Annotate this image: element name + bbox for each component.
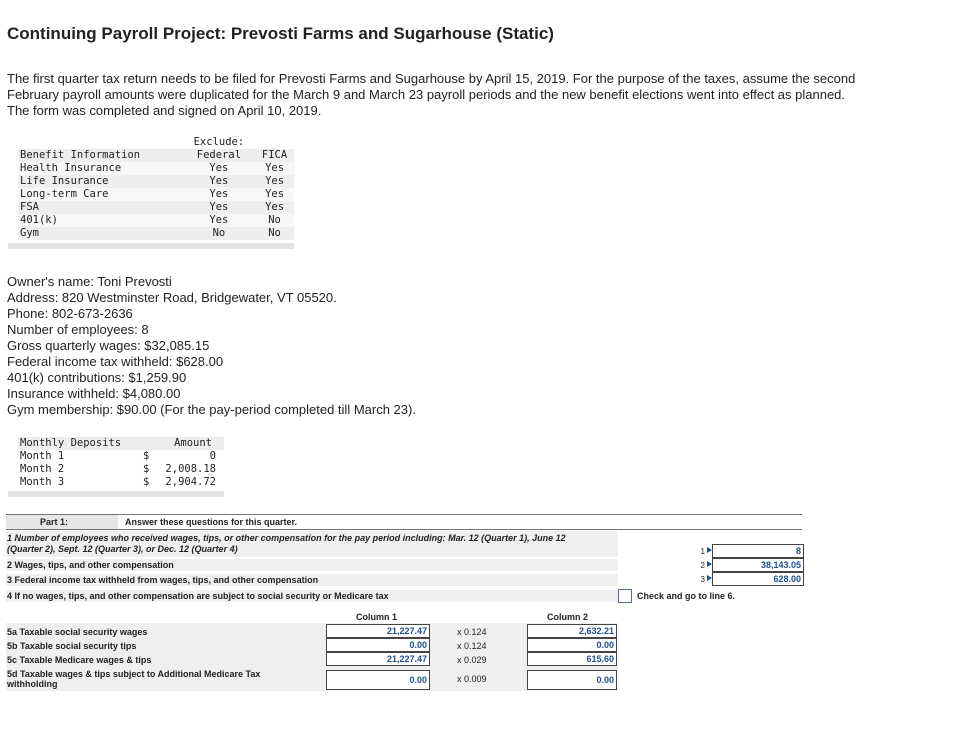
owner-phone: Phone: 802-673-2636	[7, 306, 133, 321]
line5c-rate: x 0.029	[457, 655, 487, 665]
table-row	[18, 450, 224, 463]
line3-label: 3 Federal income tax withheld from wages, tips, and other compensation	[7, 575, 319, 585]
federal-value: Yes	[183, 162, 255, 175]
fica-col-header: FICA	[255, 149, 294, 162]
benefit-name: Gym	[18, 227, 183, 240]
employee-count: Number of employees: 8	[7, 322, 149, 337]
deposit-amount: 2,008.18	[165, 463, 216, 475]
line5b-label: 5b Taxable social security tips	[7, 641, 137, 651]
amount-col-header: Amount	[141, 437, 224, 450]
line-number: 1	[700, 547, 705, 556]
table-scroll-bar	[8, 491, 224, 497]
benefit-table	[18, 136, 294, 240]
federal-value: Yes	[183, 201, 255, 214]
table-row	[18, 162, 294, 175]
federal-value: Yes	[183, 175, 255, 188]
line4-checkbox-label: Check and go to line 6.	[637, 591, 736, 601]
fica-value: Yes	[255, 201, 294, 214]
line4-label: 4 If no wages, tips, and other compensation are subject to social security or Medicare tax	[7, 591, 389, 601]
line3-row	[6, 574, 618, 586]
gross-wages: Gross quarterly wages: $32,085.15	[7, 338, 210, 353]
page-title: Continuing Payroll Project: Prevosti Farms and Sugarhouse (Static)	[7, 24, 554, 43]
deposit-month: Month 1	[20, 450, 65, 462]
line5c-column1-input[interactable]: 21,227.47	[326, 652, 430, 666]
line1-label-a: 1 Number of employees who received wages, tips, or other compensation for the pay period including: Mar. 12 (Quarter 1), June 12	[7, 533, 566, 543]
line5a-label: 5a Taxable social security wages	[7, 627, 148, 637]
line5c-label: 5c Taxable Medicare wages & tips	[7, 655, 152, 665]
intro-paragraph: The first quarter tax return needs to be filed for Prevosti Farms and Sugarhouse by April 15, 2019. For the purpose of the taxes, assume the second February payroll amounts were duplicated for the March 9 and March 23 payroll periods and the new benefit elections went into effect as planned. The form was completed and signed on April 10, 2019.	[7, 71, 856, 118]
line1-input[interactable]: 8	[712, 544, 804, 558]
insurance-withheld: Insurance withheld: $4,080.00	[7, 386, 181, 401]
fica-value: Yes	[255, 188, 294, 201]
line5a-rate: x 0.124	[457, 627, 487, 637]
line-number: 3	[700, 575, 705, 584]
part1-instruction: Answer these questions for this quarter.	[125, 517, 298, 527]
table-row	[18, 463, 224, 476]
gym-membership: Gym membership: $90.00 (For the pay-period completed till March 23).	[7, 402, 416, 417]
table-scroll-bar	[8, 243, 294, 249]
deposit-currency: $	[143, 450, 150, 462]
deposits-col-header: Monthly Deposits	[18, 437, 141, 450]
line5a-column1-input[interactable]: 21,227.47	[326, 624, 430, 638]
table-row	[18, 188, 294, 201]
federal-value: No	[183, 227, 255, 240]
line5b-rate: x 0.124	[457, 641, 487, 651]
table-row	[18, 175, 294, 188]
line5d-column2-input[interactable]: 0.00	[527, 670, 617, 690]
benefit-name: 401(k)	[18, 214, 183, 227]
line4-checkbox[interactable]	[618, 589, 632, 603]
deposit-month: Month 2	[20, 463, 65, 475]
owner-address: Address: 820 Westminster Road, Bridgewater, VT 05520.	[7, 290, 337, 305]
benefit-name: Life Insurance	[18, 175, 183, 188]
table-row	[18, 476, 224, 489]
line-number: 2	[700, 561, 705, 570]
k401-contributions: 401(k) contributions: $1,259.90	[7, 370, 187, 385]
table-row	[18, 227, 294, 240]
table-row	[18, 201, 294, 214]
line3-input[interactable]: 628.00	[712, 572, 804, 586]
benefit-name: FSA	[18, 201, 183, 214]
line5d-label: 5d Taxable wages & tips subject to Additional Medicare Tax withholding	[7, 669, 261, 689]
deposit-currency: $	[143, 476, 150, 488]
column1-header: Column 1	[356, 612, 398, 622]
federal-tax-withheld: Federal income tax withheld: $628.00	[7, 354, 224, 369]
benefit-name: Long-term Care	[18, 188, 183, 201]
fica-value: No	[255, 214, 294, 227]
owner-name: Owner's name: Toni Prevosti	[7, 274, 172, 289]
line5b-column1-input[interactable]: 0.00	[326, 638, 430, 652]
owner-info	[7, 274, 416, 418]
benefit-name: Health Insurance	[18, 162, 183, 175]
table-row	[18, 214, 294, 227]
exclude-header: Exclude:	[193, 136, 245, 148]
fica-value: Yes	[255, 175, 294, 188]
deposits-table	[18, 437, 224, 489]
line5b-column2-input[interactable]: 0.00	[527, 638, 617, 652]
column2-header: Column 2	[547, 612, 589, 622]
deposit-amount: 2,904.72	[165, 476, 216, 488]
line1-label-b: (Quarter 2), Sept. 12 (Quarter 3), or Dec. 12 (Quarter 4)	[7, 544, 238, 554]
line5d-column1-input[interactable]: 0.00	[326, 670, 430, 690]
part1-header	[6, 514, 802, 530]
benefit-col-header: Benefit Information	[18, 149, 183, 162]
deposit-amount: 0	[209, 450, 216, 462]
line5c-column2-input[interactable]: 615.60	[527, 652, 617, 666]
line2-label: 2 Wages, tips, and other compensation	[7, 560, 174, 570]
line5d-rate: x 0.009	[457, 674, 487, 684]
line2-input[interactable]: 38,143.05	[712, 558, 804, 572]
federal-col-header: Federal	[183, 149, 255, 162]
line2-row	[6, 559, 618, 571]
deposit-month: Month 3	[20, 476, 65, 488]
part1-label: Part 1:	[40, 517, 69, 527]
federal-value: Yes	[183, 214, 255, 227]
fica-value: Yes	[255, 162, 294, 175]
line4-row	[6, 590, 618, 602]
fica-value: No	[255, 227, 294, 240]
line5a-column2-input[interactable]: 2,632.21	[527, 624, 617, 638]
line1-row	[6, 531, 618, 557]
deposit-currency: $	[143, 463, 150, 475]
federal-value: Yes	[183, 188, 255, 201]
